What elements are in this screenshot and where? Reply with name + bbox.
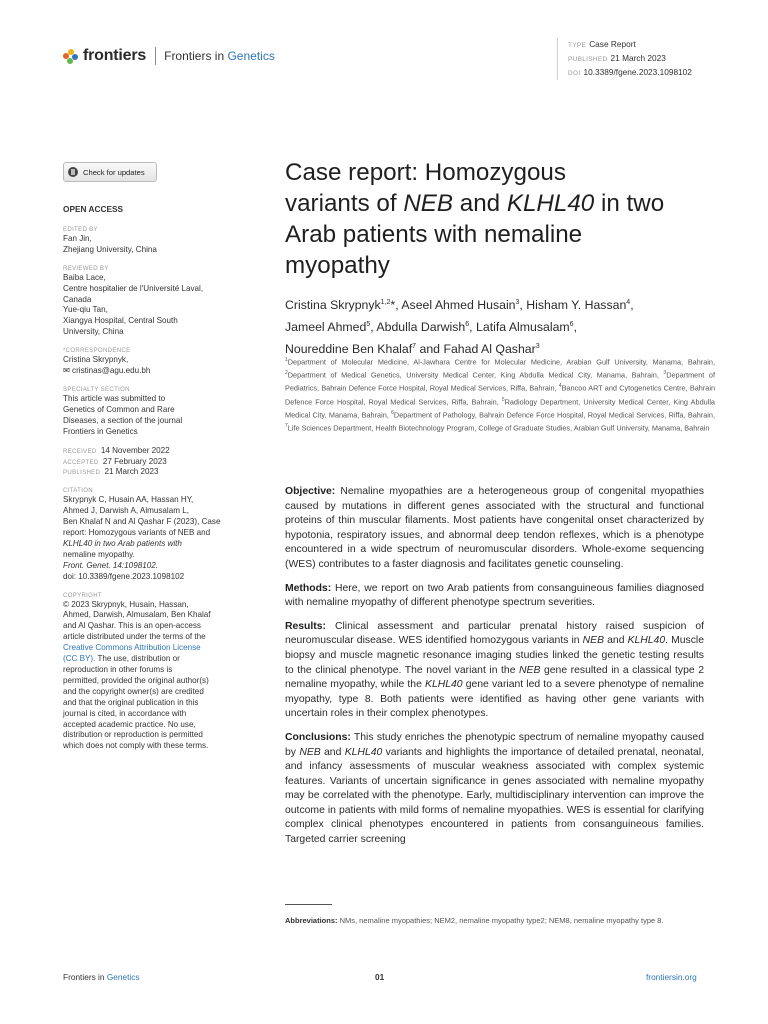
conclusions-text: and <box>320 746 345 758</box>
license-link-cc-by[interactable]: (CC BY). <box>63 654 96 664</box>
reviewed-by-key: REVIEWED BY <box>63 264 109 272</box>
specialty-section <box>63 385 243 438</box>
methods-label: Methods: <box>285 582 332 594</box>
title-gene-klhl40: KLHL40 <box>506 190 595 217</box>
author-sep: , <box>573 320 577 335</box>
abstract-methods <box>285 582 704 611</box>
footer-journal-prefix: Frontiers in <box>63 972 107 982</box>
doi-row <box>568 66 692 80</box>
affil-num: 6 <box>391 409 394 416</box>
license-link[interactable]: Creative Commons Attribution License <box>63 643 201 653</box>
dates-section <box>63 446 243 479</box>
correspondence-section <box>63 346 243 377</box>
title-line: myopathy <box>285 252 390 279</box>
affil-text: Department of Medical Genetics, University Medical Center, King Abdulla Medical City, Manama, Bahrain, <box>287 370 664 380</box>
author-sup: 4 <box>626 299 631 306</box>
specialty-line: Frontiers in Genetics <box>63 426 138 436</box>
page-number: 01 <box>375 972 385 982</box>
accepted-date: 27 February 2023 <box>102 456 167 466</box>
journal-prefix: Frontiers in <box>164 49 228 63</box>
author-sup: 6 <box>465 321 470 329</box>
abbr-text: NMs, nemaline myopathies; NEM2, nemaline myopathy type2; NEM8, nemaline myopathy type 8. <box>337 916 664 925</box>
frontiers-logo[interactable] <box>63 47 275 65</box>
author-sup: 7 <box>412 343 417 351</box>
gene-name: NEB <box>299 746 321 758</box>
abbreviations-footnote <box>285 916 707 927</box>
author-name[interactable]: Latifa Almusalam <box>476 320 570 335</box>
logo-wordmark: frontiers <box>83 47 147 64</box>
accepted-key: ACCEPTED <box>63 458 99 466</box>
author-sep: *, <box>390 298 402 313</box>
author-name[interactable]: Noureddine Ben Khalaf <box>285 342 413 357</box>
title-line <box>285 188 725 219</box>
conclusions-text: variants and highlights the importance of detailed prenatal, neonatal, and infancy assessments of muscular weakness associated with complex systemic features. Variants of uncertain significance in genes associated with nemaline myopathy may be correlated with the phenotype. Early, multidisciplinary intervention can improve the outcome in patients with mild forms of nemaline myopathies. WES is essential for clarifying complex clinical phenotypes encountered in patients from consanguineous families. Targeted carrier screening <box>285 746 704 846</box>
published-key: PUBLISHED <box>568 56 608 63</box>
results-label: Results: <box>285 620 326 632</box>
specialty-line: Diseases, a section of the journal <box>63 415 183 425</box>
copyright-line: permitted, provided the original author(s) <box>63 675 209 685</box>
footer-site-link[interactable]: frontiersin.org <box>646 972 697 982</box>
author-sep: , <box>630 298 634 313</box>
citation-section <box>63 486 243 582</box>
affil-num: 7 <box>285 423 288 430</box>
abstract-results <box>285 620 704 722</box>
gene-name: KLHL40 <box>627 635 666 647</box>
open-access-label: OPEN ACCESS <box>63 204 124 214</box>
abbr-label: Abbreviations: <box>285 916 338 925</box>
footer-journal-name: Genetics <box>106 972 140 982</box>
author-sup: 6 <box>569 321 574 329</box>
author-name[interactable]: Hisham Y. Hassan <box>526 298 627 313</box>
correspondence-key: *CORRESPONDENCE <box>63 347 131 355</box>
author-sep: and <box>416 342 444 357</box>
copyright-key: COPYRIGHT <box>63 591 102 599</box>
affil-num: 3 <box>663 370 667 377</box>
copyright-line: and the copyright owner(s) are credited <box>63 686 204 696</box>
author-sup: 3 <box>535 343 540 351</box>
copyright-line: reproduction in other forums is <box>63 665 173 674</box>
author-name[interactable]: Fahad Al Qashar <box>443 342 536 357</box>
affil-text: Life Sciences Department, Health Biotechnology Program, College of Graduate Studies, Arabian Gulf University, Manama, Bahrain <box>287 423 710 433</box>
author-sep: , <box>370 320 377 335</box>
copyright-line: which does not comply with these terms. <box>63 741 209 751</box>
specialty-line: This article was submitted to <box>63 393 166 403</box>
gene-name: NEB <box>519 664 541 676</box>
footer-journal[interactable] <box>63 972 140 982</box>
doi-key: DOI <box>568 70 581 77</box>
received-key: RECEIVED <box>63 447 97 455</box>
reviewed-by-section <box>63 264 243 338</box>
author-sup: 1,2 <box>380 299 391 306</box>
sidebar <box>63 204 243 760</box>
author-name[interactable]: Abdulla Darwish <box>376 320 466 335</box>
received-date: 14 November 2022 <box>100 445 170 455</box>
gene-name: KLHL40 <box>425 679 463 691</box>
editor-line: Fan Jin, <box>63 233 92 243</box>
results-text: gene resulted in a classical type 2 nemaline myopathy, while the <box>285 664 704 691</box>
conclusions-label: Conclusions: <box>285 731 351 743</box>
objective-text: Nemaline myopathies are a heterogeneous group of congenital myopathies caused by mutations in different genes associated with the structural and functional proteins of thin muscular filaments. Most patients have congenital onset characterized by hypotonia, respiratory issues, and abnormal deep tendon reflexes, which is a phenotype encountered in a wide spectrum of neuromuscular disorders. Whole-exome sequencing (WES) contributes to a faster diagnosis and facilitates genetic counseling. <box>285 486 704 570</box>
reviewer-line: Xiangya Hospital, Central South <box>63 316 178 326</box>
title-line: Arab patients with nemaline <box>285 221 583 248</box>
copyright-line: accepted academic practice. No use, <box>63 719 196 729</box>
copyright-line: and Al Qashar. This is an open-access <box>63 621 201 631</box>
citation-line: nemaline myopathy. <box>63 549 135 559</box>
citation-line: doi: 10.3389/fgene.2023.1098102 <box>63 571 185 581</box>
author-name[interactable]: Cristina Skrypnyk <box>285 298 381 313</box>
affil-num: 2 <box>285 370 288 377</box>
check-updates-icon <box>68 167 78 177</box>
abstract-conclusions <box>285 731 704 848</box>
methods-text: Here, we report on two Arab patients from consanguineous families diagnosed with nemaline myopathy of different phenotype spectrum severities. <box>285 582 704 609</box>
license-after: The use, distribution or <box>95 654 180 664</box>
reviewer-line: Yue-qiu Tan, <box>63 305 108 315</box>
citation-line: Skrypnyk C, Husain AA, Hassan HY, <box>63 495 194 505</box>
citation-line: Ben Khalaf N and Al Qashar F (2023), Case <box>63 517 221 527</box>
author-sep: , <box>469 320 477 335</box>
doi-value[interactable]: 10.3389/fgene.2023.1098102 <box>583 67 692 77</box>
results-text: Clinical assessment and particular prenatal history raised suspicion of neuromuscular disease. WES identified homozygous variants in <box>285 620 704 647</box>
correspondence-email[interactable]: ✉ cristinas@agu.edu.bh <box>63 366 151 376</box>
type-row <box>568 38 692 52</box>
copyright-line: article distributed under the terms of the <box>63 632 206 642</box>
title-text: variants of <box>285 190 404 217</box>
affil-text: Bancoo ART and Cytogenetics Centre, Bahrain Defence Force Hospital, Royal Medical Services, Riffa, Bahrain, <box>285 383 715 407</box>
frontiers-logo-icon <box>63 49 78 64</box>
affil-text: Department of Pathology, Bahrain Defence Force Hospital, Royal Medical Services, Riffa, Bahrain, <box>393 410 716 420</box>
editor-line: Zhejiang University, China <box>63 244 157 254</box>
title-text: and <box>453 190 507 217</box>
published-key: PUBLISHED <box>63 469 101 477</box>
affil-num: 1 <box>285 357 288 363</box>
reviewer-line: Canada <box>63 294 92 304</box>
author-sup: 3 <box>515 299 520 306</box>
copyright-line: Ahmed, Darwish, Almusalam, Ben Khalaf <box>63 610 211 620</box>
results-text: and <box>604 635 628 647</box>
title-text: in two <box>594 190 665 217</box>
author-name[interactable]: Jameel Ahmed <box>285 320 367 335</box>
reviewer-line: Centre hospitalier de l'Université Laval, <box>63 283 204 293</box>
specialty-line: Genetics of Common and Rare <box>63 404 175 414</box>
results-text: gene variant led to a severe phenotype of nemaline myopathy, type 8. Both patients were identified as having other gene variants with uncertain roles in their complex phenotypes. <box>285 679 704 720</box>
gene-name: KLHL40 <box>344 746 383 758</box>
title-line: Case report: Homozygous <box>285 159 566 186</box>
specialty-key: SPECIALTY SECTION <box>63 385 130 393</box>
copyright-line: © 2023 Skrypnyk, Husain, Hassan, <box>63 599 189 609</box>
edited-by-key: EDITED BY <box>63 225 98 233</box>
affil-num: 4 <box>558 383 562 390</box>
footnote-rule <box>285 904 332 905</box>
affil-text: Department of Molecular Medicine, Al-Jawhara Centre for Molecular Medicine, Arabian Gulf University, Manama, Bahrain, <box>287 357 715 367</box>
article-title <box>285 157 725 281</box>
type-value: Case Report <box>589 39 636 49</box>
affiliations <box>285 355 715 434</box>
objective-label: Objective: <box>285 486 336 497</box>
journal-name[interactable] <box>164 49 275 63</box>
citation-key: CITATION <box>63 487 93 495</box>
copyright-line: and that the original publication in this <box>63 697 199 707</box>
citation-line: Front. Genet. 14:1098102. <box>63 560 158 570</box>
author-sup: 5 <box>366 321 371 329</box>
affil-num: 5 <box>501 396 505 403</box>
accepted-row <box>63 457 243 468</box>
published-row <box>568 52 692 66</box>
reviewer-line: University, China <box>63 327 124 337</box>
journal-title: Genetics <box>227 49 275 63</box>
citation-line: Ahmed J, Darwish A, Almusalam L, <box>63 506 189 516</box>
article-meta <box>557 38 692 80</box>
abstract <box>285 485 704 857</box>
citation-line: KLHL40 in two Arab patients with <box>63 538 182 548</box>
author-list <box>285 293 725 359</box>
published-date: 21 March 2023 <box>104 467 159 477</box>
published-row <box>63 467 243 478</box>
copyright-section <box>63 591 243 753</box>
copyright-line: distribution or reproduction is permitted <box>63 730 203 740</box>
author-name[interactable]: Aseel Ahmed Husain <box>401 298 516 313</box>
results-text: . Muscle biopsy and muscle magnetic resonance imaging studies linked the genetic testing results to the clinical phenotype. The novel variant in the <box>285 635 705 676</box>
reviewer-line: Baiba Lace, <box>63 272 106 282</box>
citation-line: report: Homozygous variants of NEB and <box>63 528 211 538</box>
check-for-updates-button[interactable] <box>63 162 157 182</box>
conclusions-text: This study enriches the phenotypic spectrum of nemaline myopathy caused by <box>285 731 704 758</box>
title-gene-neb: NEB <box>403 190 454 217</box>
check-updates-label: Check for updates <box>83 167 145 177</box>
copyright-line: journal is cited, in accordance with <box>63 708 187 718</box>
type-key: TYPE <box>568 42 587 49</box>
license-row <box>63 654 243 665</box>
received-row <box>63 446 243 457</box>
published-value: 21 March 2023 <box>610 53 666 63</box>
logo-divider <box>155 47 156 65</box>
affil-text: Department of Pediatrics, Bahrain Defence Force Hospital, Royal Medical Services, Riffa, Bahrain, <box>285 370 715 393</box>
affil-text: Radiology Department, University Medical Center, King Abdulla Medical City, Manama, Bahrain, <box>285 397 715 420</box>
edited-by-section <box>63 225 243 256</box>
gene-name: NEB <box>582 635 605 647</box>
abstract-objective <box>285 485 704 573</box>
author-sep: , <box>519 298 527 313</box>
correspondence-name: Cristina Skrypnyk, <box>63 355 129 365</box>
